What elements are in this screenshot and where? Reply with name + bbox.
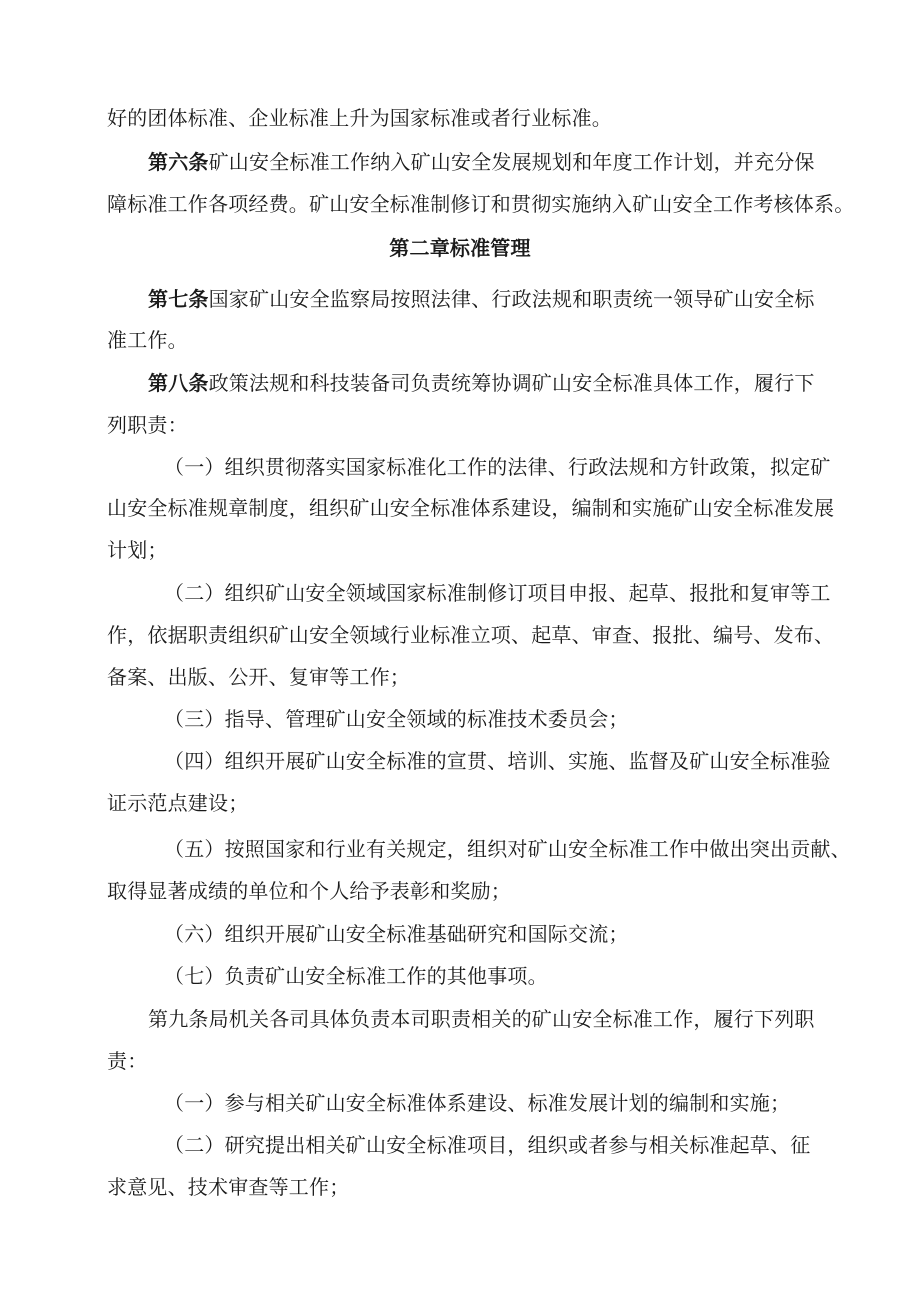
- paragraph-line: [107, 621, 834, 649]
- line-text: 列职责：: [107, 413, 188, 437]
- article-6-line: [148, 148, 815, 176]
- line-text: 证示范点建设；: [107, 791, 249, 815]
- paragraph-line: [107, 326, 188, 354]
- list-item-line: [164, 1089, 790, 1117]
- list-item-line: [164, 1131, 810, 1159]
- article-9-line: [148, 1005, 815, 1033]
- line-text: 作，依据职责组织矿山安全领域行业标准立项、起草、审查、报批、编号、发布、: [107, 623, 835, 647]
- heading-text: 第二章标准管理: [389, 236, 531, 260]
- paragraph-line: [107, 789, 248, 817]
- list-item-line: [164, 962, 548, 990]
- list-item-line: [164, 453, 831, 481]
- paragraph-line: [107, 536, 168, 564]
- line-text: 山安全标准规章制度，组织矿山安全标准体系建设，编制和实施矿山安全标准发展: [107, 496, 835, 520]
- paragraph-line: [107, 1173, 349, 1201]
- paragraph-line: [107, 494, 834, 522]
- line-text: （二）组织矿山安全领域国家标准制修订项目申报、起草、报批和复审等工: [164, 581, 831, 605]
- line-text: 政策法规和科技装备司负责统筹协调矿山安全标准具体工作，履行下: [208, 371, 815, 395]
- line-text: 准工作。: [107, 328, 188, 352]
- article-number: 第六条: [148, 150, 209, 174]
- article-7-line: [148, 285, 815, 313]
- paragraph-line: [107, 104, 612, 132]
- line-text: 国家矿山安全监察局按照法律、行政法规和职责统一领导矿山安全标: [208, 287, 815, 311]
- line-text: （四）组织开展矿山安全标准的宣贯、培训、实施、监督及矿山安全标准验: [164, 749, 831, 773]
- list-item-line: [164, 705, 629, 733]
- line-text: 求意见、技术审查等工作；: [107, 1175, 350, 1199]
- paragraph-line: [107, 663, 410, 691]
- line-text: 责：: [107, 1049, 148, 1073]
- line-text: （二）研究提出相关矿山安全标准项目，组织或者参与相关标准起草、征: [164, 1133, 811, 1157]
- list-item-line: [164, 747, 831, 775]
- line-text: 障标准工作各项经费。矿山安全标准制修订和贯彻实施纳入矿山安全工作考核体系。: [107, 192, 855, 216]
- line-text: （三）指导、管理矿山安全领域的标准技术委员会；: [164, 707, 629, 731]
- chapter-heading: [0, 234, 920, 262]
- line-text: （一）参与相关矿山安全标准体系建设、标准发展计划的编制和实施；: [164, 1091, 791, 1115]
- line-text: （一）组织贯彻落实国家标准化工作的法律、行政法规和方针政策，拟定矿: [164, 455, 831, 479]
- line-text: （五）按照国家和行业有关规定，组织对矿山安全标准工作中做出突出贡献、: [164, 837, 851, 861]
- article-number: 第八条: [148, 371, 209, 395]
- line-text: 备案、出版、公开、复审等工作；: [107, 665, 410, 689]
- list-item-line: [164, 920, 629, 948]
- paragraph-line: [107, 190, 854, 218]
- list-item-line: [164, 835, 851, 863]
- line-text: 取得显著成绩的单位和个人给予表彰和奖励；: [107, 879, 511, 903]
- paragraph-line: [107, 411, 188, 439]
- article-8-line: [148, 369, 815, 397]
- line-text: （七）负责矿山安全标准工作的其他事项。: [164, 964, 548, 988]
- line-text: （六）组织开展矿山安全标准基础研究和国际交流；: [164, 922, 629, 946]
- paragraph-line: [107, 1047, 147, 1075]
- line-text: 计划；: [107, 538, 168, 562]
- list-item-line: [164, 579, 831, 607]
- line-text: 第九条局机关各司具体负责本司职责相关的矿山安全标准工作，履行下列职: [148, 1007, 815, 1031]
- line-text: 好的团体标准、企业标准上升为国家标准或者行业标准。: [107, 106, 612, 130]
- article-number: 第七条: [148, 287, 209, 311]
- paragraph-line: [107, 877, 511, 905]
- line-text: 矿山安全标准工作纳入矿山安全发展规划和年度工作计划，并充分保: [208, 150, 815, 174]
